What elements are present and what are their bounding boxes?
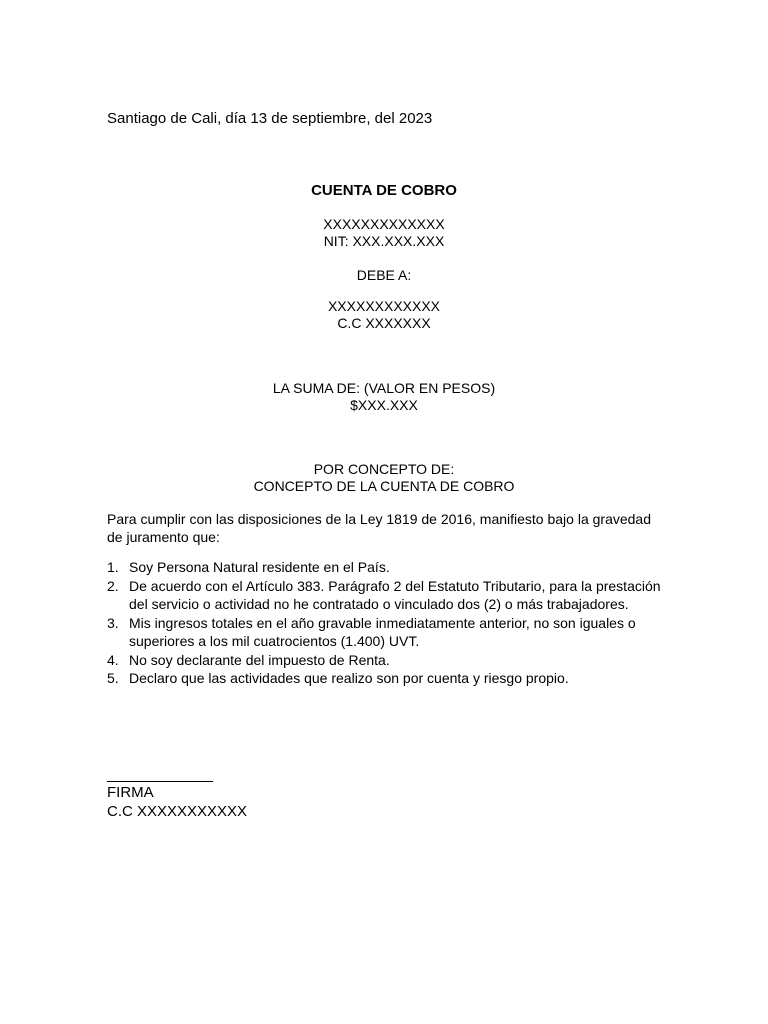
date-line: Santiago de Cali, día 13 de septiembre, del 2023 (107, 110, 433, 127)
intro-paragraph: Para cumplir con las disposiciones de la Ley 1819 de 2016, manifiesto bajo la gravedad de juramento que: (107, 511, 652, 545)
signature-label: FIRMA (107, 784, 154, 801)
creditor-name: XXXXXXXXXXXX (327, 298, 441, 314)
list-item (107, 577, 667, 614)
document-title: CUENTA DE COBRO (311, 182, 457, 199)
signature-line (107, 781, 213, 782)
list-item (107, 614, 667, 651)
concept-label: POR CONCEPTO DE: (313, 461, 455, 477)
list-item (107, 669, 667, 688)
amount-label: LA SUMA DE: (VALOR EN PESOS) (272, 380, 496, 396)
list-item-number: 1. (107, 559, 119, 575)
list-item-number: 5. (107, 670, 119, 686)
list-item-number: 4. (107, 651, 119, 668)
list-item (107, 651, 667, 670)
creditor-cc: C.C XXXXXXX (337, 315, 431, 331)
concept-value: CONCEPTO DE LA CUENTA DE COBRO (253, 478, 515, 494)
debtor-name: XXXXXXXXXXXXX (323, 216, 445, 232)
list-item-text: No soy declarante del impuesto de Renta. (129, 651, 390, 668)
signature-id: C.C XXXXXXXXXXX (107, 803, 248, 820)
list-item-text: Mis ingresos totales en el año gravable inmediatamente anterior, no son iguales o superiores a los mil cuatrocientos (1.400) UVT. (129, 614, 636, 649)
declarations-list (107, 558, 667, 688)
debtor-nit: NIT: XXX.XXX.XXX (323, 233, 445, 249)
debe-a-label: DEBE A: (356, 267, 412, 283)
list-item-text: Declaro que las actividades que realizo son por cuenta y riesgo propio. (129, 670, 569, 686)
amount-value: $XXX.XXX (350, 397, 418, 413)
list-item (107, 558, 667, 577)
list-item-text: De acuerdo con el Artículo 383. Parágrafo 2 del Estatuto Tributario, para la prestación del servicio o actividad no he contratado o vinculado dos (2) o más trabajadores. (129, 577, 661, 612)
list-item-number: 3. (107, 614, 119, 631)
list-item-text: Soy Persona Natural residente en el País. (129, 559, 390, 575)
list-item-number: 2. (107, 577, 119, 594)
